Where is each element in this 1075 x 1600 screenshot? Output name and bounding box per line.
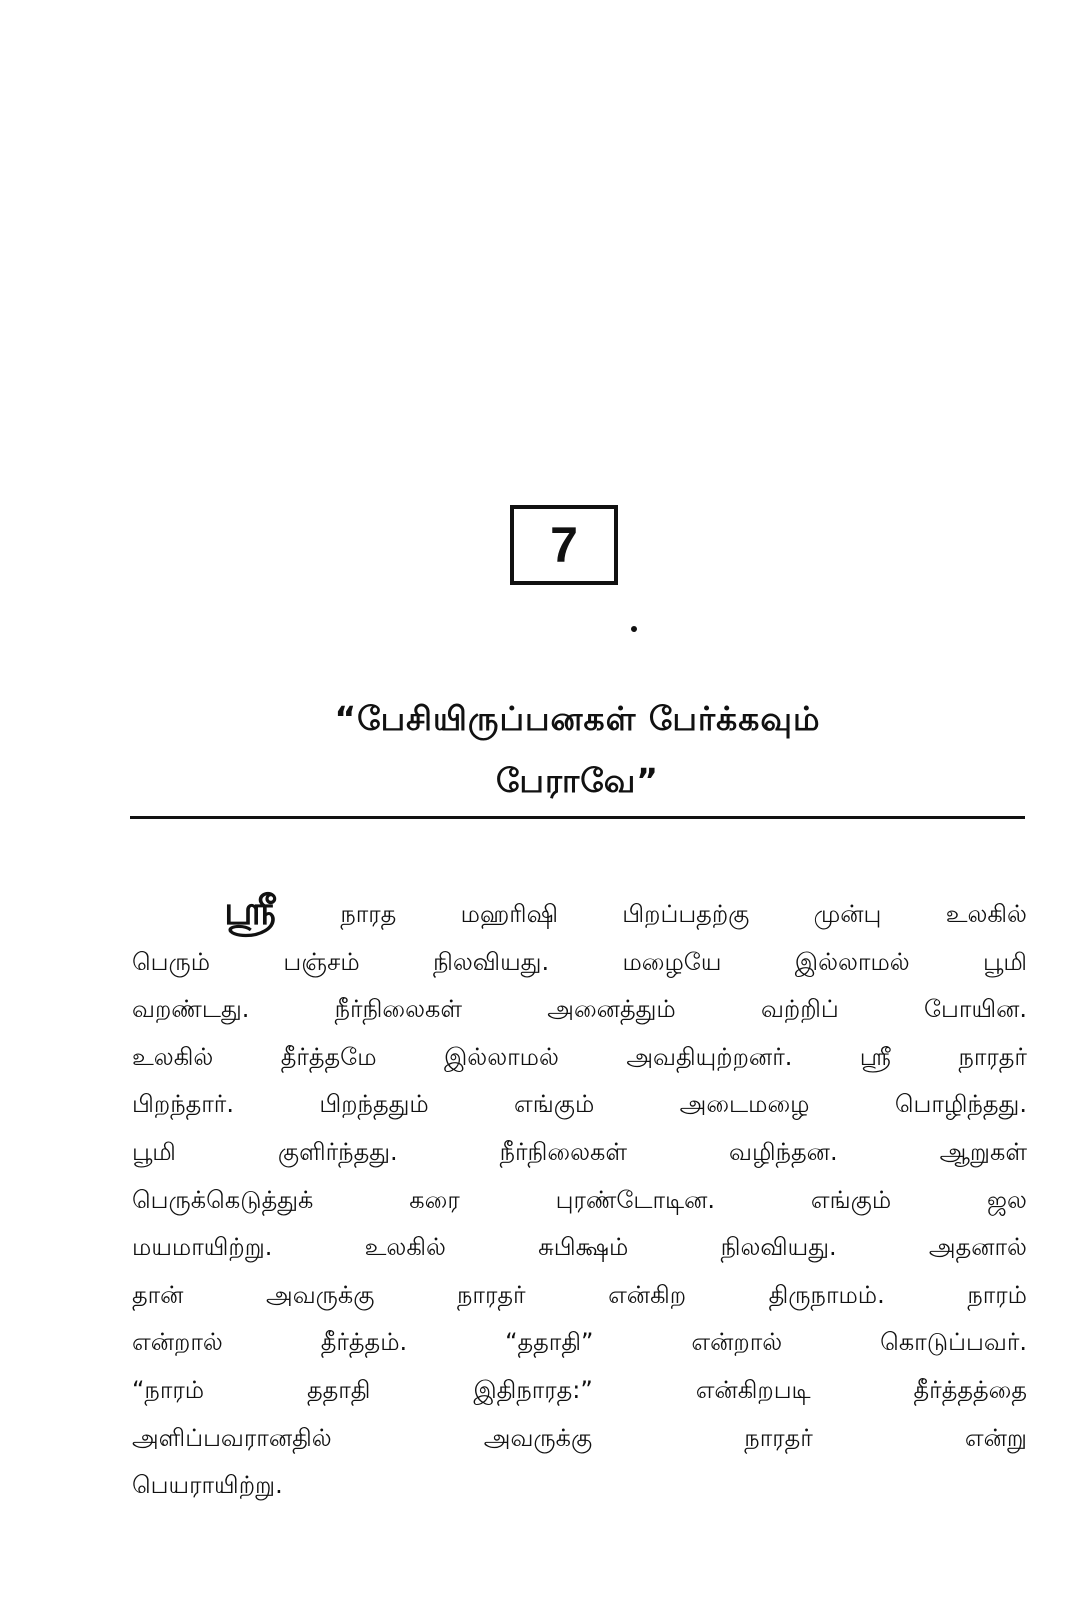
paragraph-word: அனைத்தும் bbox=[547, 995, 676, 1024]
paragraph-word: ஆறுகள் bbox=[939, 1137, 1027, 1166]
ornament-dot bbox=[631, 626, 637, 632]
paragraph-word: போயின. bbox=[924, 995, 1027, 1024]
paragraph-word: கொடுப்பவர். bbox=[880, 1328, 1027, 1357]
paragraph-word: முன்பு bbox=[813, 900, 882, 928]
paragraph-word: நாரதர் bbox=[958, 1042, 1027, 1071]
paragraph-word: என்று bbox=[964, 1423, 1027, 1452]
paragraph-word: இதிநாரத:” bbox=[473, 1375, 593, 1404]
paragraph-word: கரை bbox=[409, 1185, 460, 1214]
paragraph-word: பெருக்கெடுத்துக் bbox=[132, 1185, 314, 1214]
paragraph-word: தீர்த்தமே bbox=[280, 1042, 377, 1071]
paragraph-word: ஜல bbox=[987, 1185, 1027, 1214]
paragraph-word: தீர்த்தம். bbox=[320, 1328, 408, 1357]
paragraph-word: பெயராயிற்று. bbox=[132, 1471, 283, 1500]
paragraph-word: நாரதர் bbox=[457, 1280, 526, 1309]
paragraph-word: அதனால் bbox=[928, 1233, 1027, 1262]
paragraph-word: மழையே bbox=[622, 947, 722, 976]
paragraph-word: என்கிறபடி bbox=[695, 1375, 811, 1404]
paragraph-word: “ததாதி” bbox=[505, 1328, 594, 1357]
paragraph-word: அவருக்கு bbox=[266, 1280, 375, 1309]
paragraph-word: நிலவியது. bbox=[433, 947, 550, 976]
chapter-title-line-2: பேராவே” bbox=[496, 761, 659, 800]
dropcap-sri: ஸ்ரீ bbox=[224, 888, 277, 934]
paragraph-word: வற்றிப் bbox=[760, 995, 839, 1024]
body-paragraph bbox=[132, 888, 1027, 1510]
paragraph-word: பிறந்தார். bbox=[132, 1090, 234, 1119]
paragraph-word: நாரதர் bbox=[744, 1423, 813, 1452]
paragraph-word: சுபிக்ஷம் bbox=[538, 1233, 629, 1262]
paragraph-word: என்றால் bbox=[691, 1328, 783, 1357]
paragraph-line bbox=[132, 986, 1027, 1034]
paragraph-line bbox=[132, 1462, 1027, 1510]
chapter-title-line-1: “பேசியிருப்பனகள் பேர்க்கவும் bbox=[334, 699, 821, 738]
paragraph-word: பிறந்ததும் bbox=[319, 1090, 429, 1119]
paragraph-word: வறண்டது. bbox=[132, 995, 250, 1024]
paragraph-word: தீர்த்தத்தை bbox=[913, 1375, 1027, 1404]
paragraph-line bbox=[132, 939, 1027, 987]
paragraph-line bbox=[132, 1034, 1027, 1082]
paragraph-word: பெரும் bbox=[132, 947, 211, 976]
paragraph-word: தான் bbox=[132, 1280, 184, 1309]
paragraph-word: ததாதி bbox=[306, 1375, 371, 1404]
chapter-number: 7 bbox=[550, 517, 578, 573]
paragraph-word: நாரத bbox=[340, 900, 397, 928]
paragraph-word: பஞ்சம் bbox=[283, 947, 360, 976]
paragraph-line bbox=[132, 1177, 1027, 1225]
paragraph-word: மயமாயிற்று. bbox=[132, 1233, 273, 1262]
paragraph-word: புரண்டோடின. bbox=[555, 1185, 716, 1214]
paragraph-word: இல்லாமல் bbox=[794, 947, 910, 976]
paragraph-line bbox=[132, 1272, 1027, 1320]
paragraph-word: என்கிற bbox=[608, 1280, 687, 1309]
paragraph-word: அவருக்கு bbox=[483, 1423, 593, 1452]
paragraph-word: பிறப்பதற்கு bbox=[622, 900, 750, 928]
paragraph-word: நீர்நிலைகள் bbox=[499, 1137, 628, 1166]
paragraph-line bbox=[132, 888, 1027, 939]
paragraph-word: உலகில் bbox=[364, 1233, 446, 1262]
paragraph-word: மஹரிஷி bbox=[460, 900, 558, 928]
paragraph-word: பொழிந்தது. bbox=[894, 1090, 1027, 1119]
paragraph-line bbox=[132, 1319, 1027, 1367]
chapter-number-box bbox=[510, 505, 618, 585]
chapter-title bbox=[130, 688, 1025, 812]
paragraph-word: அவதியுற்றனர். bbox=[626, 1042, 793, 1071]
paragraph-line bbox=[132, 1081, 1027, 1129]
paragraph-line bbox=[132, 1129, 1027, 1177]
paragraph-word: நீர்நிலைகள் bbox=[334, 995, 463, 1024]
paragraph-word: பூமி bbox=[132, 1137, 176, 1166]
paragraph-word: நிலவியது. bbox=[720, 1233, 837, 1262]
paragraph-word: திருநாமம். bbox=[768, 1280, 885, 1309]
paragraph-word: குளிர்ந்தது. bbox=[277, 1137, 398, 1166]
paragraph-word: என்றால் bbox=[132, 1328, 223, 1357]
paragraph-word: இல்லாமல் bbox=[443, 1042, 559, 1071]
paragraph-word: எங்கும் bbox=[810, 1185, 892, 1214]
paragraph-word: பூமி bbox=[983, 947, 1027, 976]
paragraph-line bbox=[132, 1224, 1027, 1272]
paragraph-word: அடைமழை bbox=[679, 1090, 810, 1119]
title-divider bbox=[130, 816, 1025, 819]
paragraph-word: அளிப்பவரானதில் bbox=[132, 1423, 332, 1452]
paragraph-word: நாரம் bbox=[967, 1280, 1027, 1309]
paragraph-word: உலகில் bbox=[132, 1042, 214, 1071]
paragraph-word: உலகில் bbox=[945, 900, 1027, 928]
paragraph-word: வழிந்தன. bbox=[729, 1137, 838, 1166]
paragraph-word: “நாரம் bbox=[132, 1375, 205, 1404]
paragraph-word: ஸ்ரீ bbox=[859, 1042, 892, 1071]
paragraph-line bbox=[132, 1415, 1027, 1463]
paragraph-line bbox=[132, 1367, 1027, 1415]
paragraph-word: எங்கும் bbox=[514, 1090, 595, 1119]
